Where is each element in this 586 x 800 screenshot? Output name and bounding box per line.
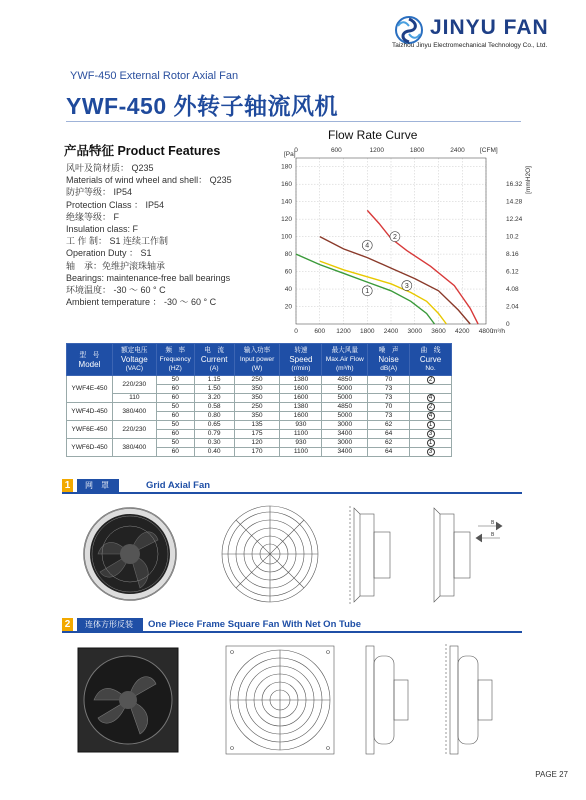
section-square-frame-fan — [62, 618, 522, 631]
col-frequency: 频 率 Frequency (HZ) — [156, 344, 194, 376]
feature-line: 工 作 制： S1 连续工作制 — [66, 236, 169, 247]
table-row — [67, 421, 452, 430]
feature-line: Insulation class: F — [66, 224, 139, 235]
voltage-cell: 220/230 — [112, 376, 156, 394]
square-fan-photo — [78, 648, 178, 752]
col-curve: 曲 线 Curve No. — [410, 344, 452, 376]
feature-line: 绝缘等级： F — [66, 211, 119, 222]
flow-cell: 5000 — [322, 385, 368, 394]
speed-cell: 930 — [280, 439, 322, 448]
noise-cell: 73 — [368, 394, 410, 403]
y-axis-label: [Pa] — [284, 151, 296, 158]
voltage-cell: 110 — [112, 394, 156, 403]
square-fan-drawings — [70, 640, 530, 760]
curve-label: 4 — [365, 242, 370, 250]
square-side-view-2 — [446, 644, 492, 756]
table-row — [67, 403, 452, 412]
feature-line: Materials of wind wheel and shell： Q235 — [66, 175, 232, 186]
y-right-tick-label: 16.32 — [506, 181, 523, 189]
noise-cell: 62 — [368, 421, 410, 430]
arrow-label: B — [491, 520, 495, 526]
section-number: 1 — [62, 479, 73, 492]
col-model: 型 号 Model — [67, 344, 113, 376]
noise-cell: 64 — [368, 448, 410, 457]
power-cell: 250 — [234, 376, 280, 385]
section-number: 2 — [62, 618, 73, 631]
x-tick-label: 0 — [294, 328, 298, 335]
y-tick-label: 20 — [284, 303, 292, 311]
flow-cell: 3000 — [322, 421, 368, 430]
spec-table — [66, 343, 452, 457]
speed-cell: 930 — [280, 421, 322, 430]
section-label-en: One Piece Frame Square Fan With Net On Tube — [148, 619, 362, 630]
current-cell: 0.40 — [194, 448, 234, 457]
y-right-tick-label: 2.04 — [506, 303, 519, 311]
curve-cell — [410, 439, 452, 448]
x-top-tick-label: 0 — [294, 147, 298, 154]
curve-cell — [410, 421, 452, 430]
chart-title: Flow Rate Curve — [328, 128, 418, 142]
x-tick-label: 4200 — [455, 328, 470, 335]
square-front-view — [226, 646, 334, 754]
flow-cell: 3400 — [322, 448, 368, 457]
brand-name: JINYU FAN — [430, 16, 549, 39]
col-current: 电 流 Current (A) — [194, 344, 234, 376]
voltage-cell: 380/400 — [112, 439, 156, 457]
y-right-tick-label: 6.12 — [506, 268, 519, 276]
power-cell: 250 — [234, 403, 280, 412]
speed-cell: 1600 — [280, 394, 322, 403]
section-divider — [62, 631, 522, 633]
current-cell: 1.50 — [194, 385, 234, 394]
curve-number: 3 — [427, 448, 435, 456]
flow-cell: 4850 — [322, 376, 368, 385]
noise-cell: 73 — [368, 385, 410, 394]
freq-cell: 50 — [156, 376, 194, 385]
flow-cell: 3400 — [322, 430, 368, 439]
x-tick-label: 4800 — [478, 328, 494, 335]
y-tick-label: 180 — [281, 163, 292, 171]
section-divider — [62, 492, 522, 494]
feature-line: 环境温度： -30 ～ 60 ° C — [66, 285, 166, 296]
model-cell: YWF6D-450 — [67, 439, 113, 457]
noise-cell: 62 — [368, 439, 410, 448]
curve-label: 3 — [404, 282, 409, 290]
flow-cell: 3000 — [322, 439, 368, 448]
grid-front-view — [222, 506, 318, 602]
x-top-axis-label: [CFM] — [480, 147, 498, 154]
voltage-cell: 380/400 — [112, 403, 156, 421]
power-cell: 350 — [234, 394, 280, 403]
feature-line: Ambient temperature ： -30 ～ 60 ° C — [66, 297, 217, 308]
current-cell: 0.79 — [194, 430, 234, 439]
voltage-cell: 220/230 — [112, 421, 156, 439]
features-heading: 产品特征 Product Features — [64, 144, 221, 158]
flow-rate-chart — [268, 128, 568, 344]
curve-number: 4 — [427, 412, 435, 420]
curve-number: 3 — [427, 430, 435, 438]
current-cell: 3.20 — [194, 394, 234, 403]
noise-cell: 70 — [368, 403, 410, 412]
freq-cell: 60 — [156, 448, 194, 457]
current-cell: 0.58 — [194, 403, 234, 412]
x-tick-label: 1200 — [336, 328, 351, 335]
x-tick-label: 3000 — [407, 328, 422, 335]
series-line-2 — [367, 210, 478, 324]
power-cell: 135 — [234, 421, 280, 430]
grid-side-view — [350, 506, 390, 604]
y-right-tick-label: 0 — [506, 321, 510, 328]
y-right-tick-label: 10.2 — [506, 233, 519, 241]
y-tick-label: 100 — [281, 233, 292, 241]
speed-cell: 1380 — [280, 403, 322, 412]
col-air-flow: 最大风量 Max.Air Flow (m³/h) — [322, 344, 368, 376]
y-right-tick-label: 8.16 — [506, 251, 519, 259]
table-header-row — [67, 344, 452, 376]
y-right-axis-label: [mmH2O] — [525, 166, 532, 194]
curve-cell — [410, 376, 452, 385]
col-voltage: 额定电压 Voltage (VAC) — [112, 344, 156, 376]
flow-cell: 4850 — [322, 403, 368, 412]
speed-cell: 1380 — [280, 376, 322, 385]
power-cell: 170 — [234, 448, 280, 457]
noise-cell: 70 — [368, 376, 410, 385]
curve-number: 2 — [427, 376, 435, 384]
square-side-view-1 — [366, 646, 408, 754]
x-top-tick-label: 600 — [330, 147, 342, 154]
curve-number: 1 — [427, 439, 435, 447]
flow-cell: 5000 — [322, 412, 368, 421]
speed-cell: 1100 — [280, 430, 322, 439]
curve-number: 4 — [427, 394, 435, 402]
col-speed: 转速 Speed (r/min) — [280, 344, 322, 376]
current-cell: 0.65 — [194, 421, 234, 430]
table-row — [67, 394, 452, 403]
model-cell: YWF4D-450 — [67, 403, 113, 421]
y-tick-label: 80 — [284, 251, 292, 259]
curve-number: 2 — [427, 403, 435, 411]
power-cell: 175 — [234, 430, 280, 439]
feature-line: Operation Duty ： S1 — [66, 248, 152, 259]
y-right-tick-label: 14.28 — [506, 198, 523, 206]
noise-cell: 64 — [368, 430, 410, 439]
power-cell: 350 — [234, 385, 280, 394]
x-tick-label: 600 — [314, 328, 326, 335]
title-divider — [66, 121, 521, 122]
feature-line: Protection Class ： IP54 — [66, 199, 165, 210]
power-cell: 350 — [234, 412, 280, 421]
curve-cell — [410, 430, 452, 439]
power-cell: 120 — [234, 439, 280, 448]
table-row — [67, 439, 452, 448]
section-label-cn: 网 罩 — [77, 479, 119, 492]
section-label-en: Grid Axial Fan — [146, 480, 211, 491]
y-tick-label: 40 — [284, 286, 292, 294]
page-title: YWF-450 外转子轴流风机 — [66, 93, 339, 119]
x-top-tick-label: 2400 — [450, 147, 465, 154]
curve-cell — [410, 394, 452, 403]
speed-cell: 1100 — [280, 448, 322, 457]
feature-line: 风叶及筒材质： Q235 — [66, 163, 154, 173]
freq-cell: 50 — [156, 421, 194, 430]
x-axis-label: m³/h — [492, 328, 505, 335]
model-cell: YWF6E-450 — [67, 421, 113, 439]
col-input-power: 输入功率 Input power (W) — [234, 344, 280, 376]
curve-cell — [410, 412, 452, 421]
brand-logo — [392, 14, 552, 54]
x-tick-label: 2400 — [383, 328, 399, 335]
x-tick-label: 3600 — [431, 328, 446, 335]
current-cell: 1.15 — [194, 376, 234, 385]
speed-cell: 1600 — [280, 412, 322, 421]
curve-label: 2 — [393, 233, 397, 241]
freq-cell: 60 — [156, 385, 194, 394]
y-right-tick-label: 4.08 — [506, 286, 519, 294]
y-tick-label: 160 — [281, 181, 292, 189]
y-right-tick-label: 12.24 — [506, 216, 523, 224]
noise-cell: 73 — [368, 412, 410, 421]
x-top-tick-label: 1800 — [409, 147, 425, 154]
flow-cell: 5000 — [322, 394, 368, 403]
y-tick-label: 120 — [281, 216, 292, 224]
arrow-label: B — [491, 532, 495, 538]
curve-label: 1 — [365, 288, 370, 296]
freq-cell: 50 — [156, 439, 194, 448]
curve-number: 1 — [427, 421, 435, 429]
model-cell: YWF4E-450 — [67, 376, 113, 403]
grid-fan-drawings — [70, 502, 530, 612]
grid-fan-photo — [84, 508, 176, 600]
section-grid-axial-fan — [62, 479, 522, 492]
table-row — [67, 376, 452, 385]
feature-line: Bearings: maintenance-free ball bearings — [66, 272, 231, 283]
company-name: Taizhou Jinyu Electromechanical Technology Co., Ltd. — [392, 42, 548, 49]
page-number: PAGE 27 — [535, 770, 568, 779]
curve-cell — [410, 403, 452, 412]
y-tick-label: 140 — [281, 198, 292, 206]
x-tick-label: 1800 — [360, 328, 375, 335]
y-tick-label: 60 — [284, 268, 292, 276]
freq-cell: 50 — [156, 403, 194, 412]
x-top-tick-label: 1200 — [369, 147, 384, 154]
product-subtitle: YWF-450 External Rotor Axial Fan — [70, 70, 239, 82]
freq-cell: 60 — [156, 430, 194, 439]
current-cell: 0.30 — [194, 439, 234, 448]
section-label-cn: 连体方形反装 — [77, 618, 143, 631]
features-list — [66, 162, 232, 308]
freq-cell: 60 — [156, 394, 194, 403]
feature-line: 防护等级： IP54 — [66, 187, 133, 198]
curve-cell — [410, 385, 452, 394]
speed-cell: 1600 — [280, 385, 322, 394]
feature-line: 轴 承：免维护滚珠轴承 — [66, 260, 166, 271]
current-cell: 0.80 — [194, 412, 234, 421]
curve-cell — [410, 448, 452, 457]
freq-cell: 60 — [156, 412, 194, 421]
col-noise: 噪 声 Noise dB(A) — [368, 344, 410, 376]
